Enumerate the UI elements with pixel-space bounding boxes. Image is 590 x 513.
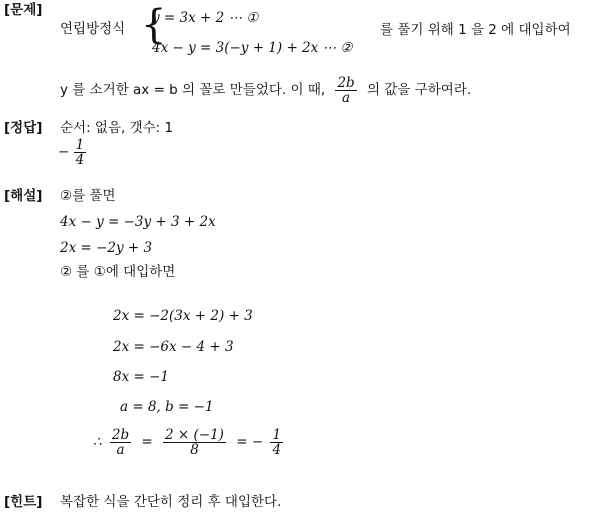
explanation-label: [해설] [4, 188, 43, 204]
answer-fraction [74, 138, 87, 167]
problem-prefix: 연립방정식 [60, 21, 126, 37]
answer-value [58, 138, 86, 167]
explanation-step-2: 4x − y = −3y + 3 + 2x [60, 214, 216, 230]
problem-fraction [335, 76, 356, 105]
hint-text: 복잡한 식을 간단히 정리 후 대입한다. [60, 494, 282, 510]
explanation-step-1: ②를 풀면 [60, 188, 116, 204]
problem-text-2a: y 를 소거한 ax = b 의 꼴로 만들었다. 이 때, [60, 81, 326, 98]
substitution-eq-1: 2x = −2(3x + 2) + 3 [113, 308, 253, 324]
problem-text-2b: 의 값을 구하여라. [367, 81, 472, 98]
system-equation-1: y = 3x + 2 ⋯ ① [152, 10, 259, 26]
problem-label: [문제] [4, 2, 43, 18]
problem-text-2 [60, 76, 471, 105]
answer-line: 순서: 없음, 갯수: 1 [60, 120, 174, 136]
final-fraction-2 [163, 428, 226, 457]
answer-fraction-num: 1 [75, 137, 85, 153]
explanation-step-3: 2x = −2y + 3 [60, 240, 153, 256]
final-equals-2: = − [236, 433, 264, 450]
final-fraction-1-num: 2b [111, 427, 130, 443]
final-fraction-3 [270, 428, 283, 457]
final-equals-1: = [141, 433, 153, 450]
answer-fraction-den: 4 [75, 152, 85, 169]
problem-fraction-num: 2b [337, 75, 355, 91]
final-fraction-1 [110, 428, 131, 457]
final-fraction-2-num: 2 × (−1) [165, 427, 224, 443]
answer-label: [정답] [4, 120, 43, 136]
final-fraction-3-num: 1 [272, 427, 282, 443]
problem-fraction-den: a [342, 90, 351, 107]
final-fraction-2-den: 8 [190, 442, 199, 459]
problem-text-1: 를 풀기 위해 1 을 2 에 대입하여 [380, 22, 571, 38]
final-fraction-1-den: a [116, 442, 125, 459]
final-equation [93, 428, 283, 457]
system-brace: { [141, 2, 167, 48]
explanation-step-4: ② 를 ①에 대입하면 [60, 264, 176, 280]
therefore-symbol: ∴ [93, 433, 102, 450]
substitution-eq-2: 2x = −6x − 4 + 3 [113, 339, 234, 355]
substitution-eq-4: a = 8, b = −1 [120, 399, 214, 415]
system-equation-2: 4x − y = 3(−y + 1) + 2x ⋯ ② [152, 40, 353, 56]
hint-label: [힌트] [4, 494, 43, 510]
substitution-eq-3: 8x = −1 [113, 369, 169, 385]
final-fraction-3-den: 4 [272, 442, 282, 459]
answer-sign: − [58, 143, 70, 160]
